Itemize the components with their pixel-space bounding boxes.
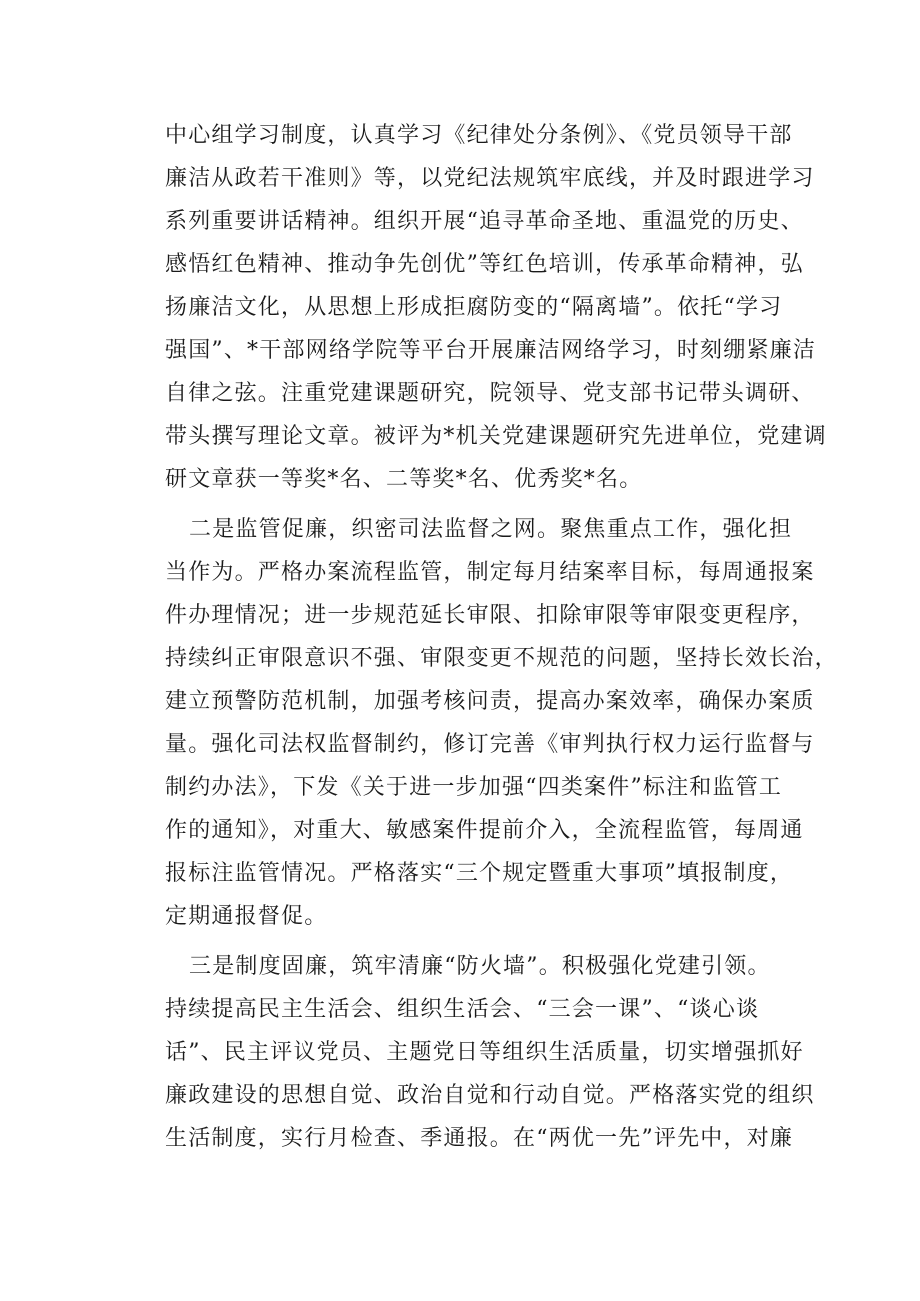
- text-line: 扬廉洁文化，从思想上形成拒腐防变的“隔离墙”。依托“学习: [165, 295, 783, 320]
- document-body: [165, 114, 838, 1160]
- text-line: 定期通报督促。: [165, 904, 328, 929]
- text-line-first: 三是制度固廉，筑牢清廉“防火墙”。积极强化党建引领。: [189, 954, 771, 979]
- text-line: 当作为。严格办案流程监管，制定每月结案率目标，每周通报案: [165, 560, 815, 585]
- text-line: 研文章获一等奖*名、二等奖*名、优秀奖*名。: [165, 467, 643, 492]
- paragraph-spacer: [165, 501, 805, 508]
- text-line: 量。强化司法权监督制约，修订完善《审判执行权力运行监督与: [165, 732, 815, 757]
- paragraph-1: [165, 114, 827, 501]
- text-line: 话”、民主评议党员、主题党日等组织生活质量，切实增强抓好: [165, 1040, 804, 1065]
- text-line: 中心组学习制度，认真学习《纪律处分条例》、《党员领导干部: [165, 123, 793, 148]
- paragraph-3: [165, 945, 815, 1160]
- text-line: 报标注监管情况。严格落实“三个规定暨重大事项”填报制度，: [165, 861, 794, 886]
- text-line: 持续纠正审限意识不强、审限变更不规范的问题，坚持长效长治，: [165, 646, 838, 671]
- text-line: 廉政建设的思想自觉、政治自觉和行动自觉。严格落实党的组织: [165, 1083, 815, 1108]
- text-line: 廉洁从政若干准则》等，以党纪法规筑牢底线，并及时跟进学习: [165, 166, 815, 191]
- text-line-first: 二是监管促廉，织密司法监督之网。聚焦重点工作，强化担: [189, 517, 793, 542]
- text-line: 自律之弦。注重党建课题研究，院领导、党支部书记带头调研、: [165, 381, 815, 406]
- paragraph-2: [165, 508, 838, 938]
- text-line: 感悟红色精神、推动争先创优”等红色培训，传承革命精神，弘: [165, 252, 804, 277]
- text-line: 制约办法》，下发《关于进一步加强“四类案件”标注和监管工: [165, 775, 783, 800]
- text-line: 带头撰写理论文章。被评为*机关党建课题研究先进单位，党建调: [165, 424, 827, 449]
- text-line: 持续提高民主生活会、组织生活会、“三会一课”、“谈心谈: [165, 997, 760, 1022]
- text-line: 生活制度，实行月检查、季通报。在“两优一先”评先中，对廉: [165, 1126, 794, 1151]
- text-line: 件办理情况；进一步规范延长审限、扣除审限等审限变更程序，: [165, 603, 815, 628]
- text-line: 系列重要讲话精神。组织开展“追寻革命圣地、重温党的历史、: [165, 209, 804, 234]
- paragraph-spacer: [165, 938, 805, 945]
- text-line: 作的通知》，对重大、敏感案件提前介入，全流程监管，每周通: [165, 818, 804, 843]
- text-line: 强国”、*干部网络学院等平台开展廉洁网络学习，时刻绷紧廉洁: [165, 338, 817, 363]
- text-line: 建立预警防范机制，加强考核问责，提高办案效率，确保办案质: [165, 689, 815, 714]
